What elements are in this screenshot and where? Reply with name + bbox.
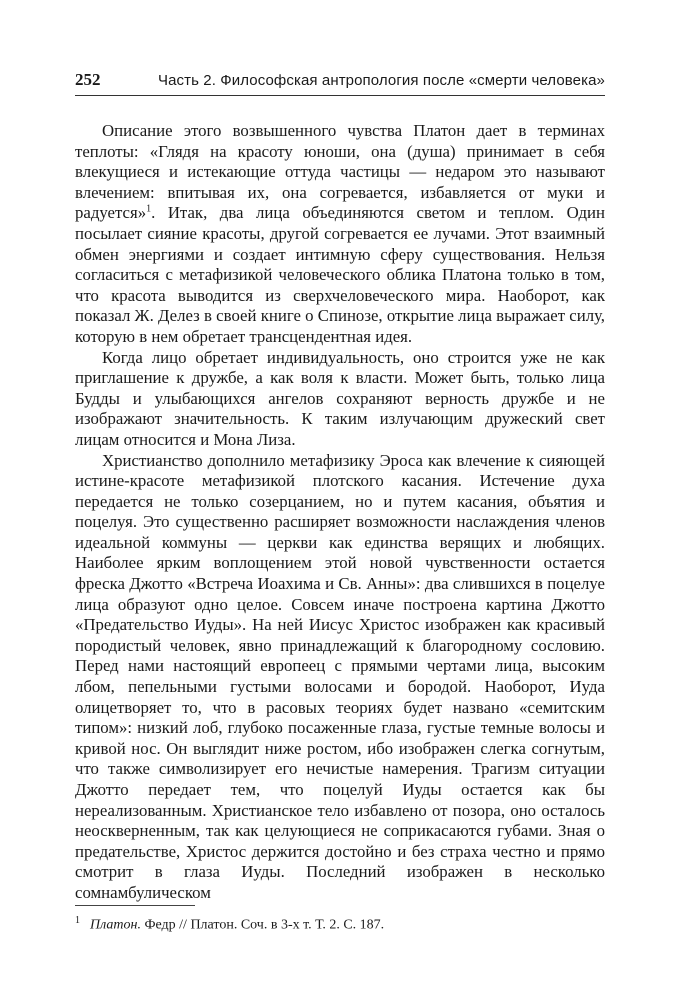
footnote-mark: 1	[75, 915, 80, 926]
paragraph-1-text-a: Описание этого возвышенного чувства Платон дает в терминах теплоты: «Глядя на красоту юноши, она (душа) принимает в себя влекущиеся и истекающие оттуда частицы — недаром это называют влечением: впитывая их, она согревается, избавляется от муки и радуется»	[75, 121, 605, 223]
footnote-reference[interactable]: 1	[146, 203, 152, 215]
paragraph-3: Христианство дополнило метафизику Эроса как влечение к сияющей истине-красоте метафизикой плотского касания. Истечение духа передается не только созерцанием, но и путем касания, объятия и поцелуя. Это существенно расширяет возможности наслаждения членов идеальной коммуны — церкви как единства верящих и любящих. Наиболее ярким воплощением этой новой чувственности остается фреска Джотто «Встреча Иоахима и Св. Анны»: два слившихся в поцелуе лица образуют одно целое. Совсем иначе построена картина Джотто «Предательство Иуды». На ней Иисус Христос изображен как красивый породистый человек, явно принадлежащий к благородному сословию. Перед нами настоящий европеец с прямыми чертами лица, высоким лбом, пепельными густыми волосами и бородой. Наоборот, Иуда олицетворяет то, что в расовых теориях будет названо «семитским типом»: низкий лоб, глубоко посаженные глаза, густые темные волосы и кривой нос. Он выглядит ниже ростом, ибо изображен слегка согнутым, что также символизирует его нечистые намерения. Трагизм ситуации Джотто передает тем, что поцелуй Иуды остается как бы нереализованным. Христианское тело избавлено от позора, оно осталось неоскверненным, так как целующиеся не соприкасаются губами. Зная о предательстве, Христос держится достойно и без страха честно и прямо смотрит в глаза Иуды. Последний изображен в несколько сомнамбулическом	[75, 450, 605, 902]
running-title: Часть 2. Философская антропология после «смерти человека»	[157, 72, 605, 89]
footnote-rule	[75, 905, 195, 906]
paragraph-1-text-b: . Итак, два лица объединяются светом и теплом. Один посылает сияние красоты, другой согревается ее лучами. Этот взаимный обмен энергиями и создает интимную сферу существования. Нельзя согласиться с метафизикой человеческого облика Платона только в том, что красота выводится из сверхчеловеческого мира. Наоборот, как показал Ж. Делез в своей книге о Спинозе, открытие лица выражает силу, которую в нем обретает трансцендентная идея.	[75, 203, 605, 346]
main-text	[75, 121, 605, 904]
page-header	[75, 70, 605, 90]
footnote	[75, 912, 605, 935]
header-rule	[75, 95, 605, 96]
paragraph-1	[75, 121, 605, 348]
footnote-author: Платон.	[90, 917, 141, 933]
footnote-text: Федр // Платон. Соч. в 3-х т. Т. 2. С. 187.	[140, 917, 385, 933]
paragraph-2: Когда лицо обретает индивидуальность, оно строится уже не как приглашение к дружбе, а как воля к власти. Может быть, только лица Будды и улыбающихся ангелов сохраняют верность дружбе и не изображают значительность. К таким излучающим дружеский свет лицам относится и Мона Лиза.	[75, 347, 605, 449]
page-number: 252	[75, 70, 101, 89]
